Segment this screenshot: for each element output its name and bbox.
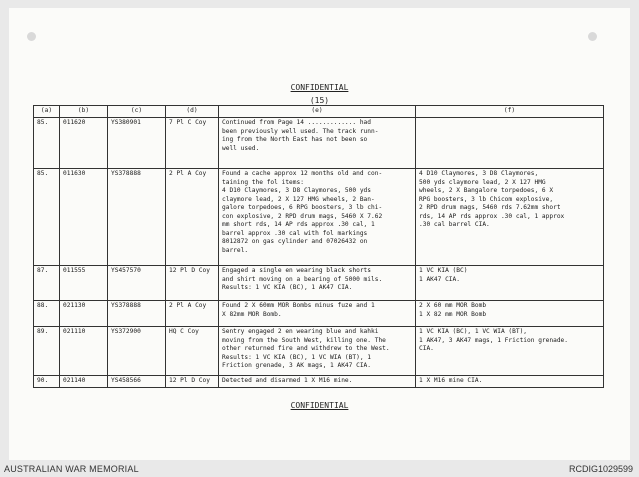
- date-time-cell: 021130: [60, 301, 108, 327]
- event-cell: Continued from Page 14 ............. had been previously well used. The track runn- ing from the North East has not been so well used.: [219, 118, 416, 169]
- table-row: [34, 169, 604, 266]
- operations-log-table: [33, 105, 604, 388]
- event-cell: Sentry engaged 2 en wearing blue and kahki moving from the South West, killing one. The other returned fire and withdrew to the West. Results: 1 VC KIA (BC), 1 VC WIA (BT), 1 Friction grenade, 3 AK mags, 1 AK47 CIA.: [219, 327, 416, 376]
- column-header: (e): [219, 106, 416, 118]
- date-time-cell: 021110: [60, 327, 108, 376]
- serial-cell: 87.: [34, 266, 60, 301]
- document-reference: RCDIG1029599: [568, 464, 633, 474]
- column-header: (a): [34, 106, 60, 118]
- unit-cell: 2 Pl A Coy: [166, 169, 219, 266]
- result-cell: 1 X M16 mine CIA.: [416, 376, 604, 388]
- result-cell: 1 VC KIA (BC) 1 AK47 CIA.: [416, 266, 604, 301]
- event-cell: Engaged a single en wearing black shorts and shirt moving on a bearing of 5000 mils. Results: 1 VC KIA (BC), 1 AK47 CIA.: [219, 266, 416, 301]
- result-cell: 4 D10 Claymores, 3 D8 Claymores, 500 yds claymore lead, 2 X 127 HMG wheels, 2 X Bangalore torpedoes, 6 X RPG boosters, 3 lb Chicom explosive, 2 RPD drum mags, 5460 rds 7.62mm short rds, 14 AP rds approx .30 cal, 1 approx .30 cal barrel CIA.: [416, 169, 604, 266]
- result-cell: [416, 118, 604, 169]
- date-time-cell: 011620: [60, 118, 108, 169]
- table-header-row: [34, 106, 604, 118]
- grid-reference-cell: YS378888: [108, 169, 166, 266]
- grid-reference-cell: YS458566: [108, 376, 166, 388]
- unit-cell: 2 Pl A Coy: [166, 301, 219, 327]
- serial-cell: 85.: [34, 118, 60, 169]
- unit-cell: 7 Pl C Coy: [166, 118, 219, 169]
- classification-header: CONFIDENTIAL: [290, 83, 349, 92]
- serial-cell: 88.: [34, 301, 60, 327]
- event-cell: Found a cache approx 12 months old and con- taining the fol items: 4 D10 Claymores, 3 D8 Claymores, 500 yds claymore lead, 2 X 127 HMG wheels, 2 Ban- galore torpedoes, 6 RPG boosters, 3 lb chi- con explosive, 2 RPD drum mags, 5460 X 7.62 mm short rds, 14 AP rds approx .30 cal, 1 barrel approx .30 cal with fol markings 8012872 on gas cylinder and 07026432 on barrel.: [219, 169, 416, 266]
- result-cell: 1 VC KIA (BC), 1 VC WIA (BT), 1 AK47, 3 AK47 mags, 1 Friction grenade. CIA.: [416, 327, 604, 376]
- punch-hole: [27, 32, 36, 41]
- column-header: (b): [60, 106, 108, 118]
- table-row: [34, 301, 604, 327]
- date-time-cell: 011630: [60, 169, 108, 266]
- classification-footer: CONFIDENTIAL: [290, 401, 349, 410]
- unit-cell: HQ C Coy: [166, 327, 219, 376]
- column-header: (d): [166, 106, 219, 118]
- table-row: [34, 327, 604, 376]
- event-cell: Found 2 X 60mm MOR Bombs minus fuze and 1 X 82mm MOR Bomb.: [219, 301, 416, 327]
- punch-hole: [588, 32, 597, 41]
- date-time-cell: 021140: [60, 376, 108, 388]
- grid-reference-cell: YS378888: [108, 301, 166, 327]
- page-number: (15): [309, 96, 330, 105]
- unit-cell: 12 Pl D Coy: [166, 376, 219, 388]
- publisher-credit: AUSTRALIAN WAR MEMORIAL: [4, 464, 139, 474]
- column-header: (f): [416, 106, 604, 118]
- serial-cell: 85.: [34, 169, 60, 266]
- unit-cell: 12 Pl D Coy: [166, 266, 219, 301]
- event-cell: Detected and disarmed 1 X M16 mine.: [219, 376, 416, 388]
- column-header: (c): [108, 106, 166, 118]
- result-cell: 2 X 60 mm MOR Bomb 1 X 82 mm MOR Bomb: [416, 301, 604, 327]
- grid-reference-cell: YS457570: [108, 266, 166, 301]
- table-row: [34, 266, 604, 301]
- serial-cell: 90.: [34, 376, 60, 388]
- serial-cell: 89.: [34, 327, 60, 376]
- grid-reference-cell: YS380901: [108, 118, 166, 169]
- grid-reference-cell: YS372900: [108, 327, 166, 376]
- date-time-cell: 011555: [60, 266, 108, 301]
- table-row: [34, 376, 604, 388]
- table-row: [34, 118, 604, 169]
